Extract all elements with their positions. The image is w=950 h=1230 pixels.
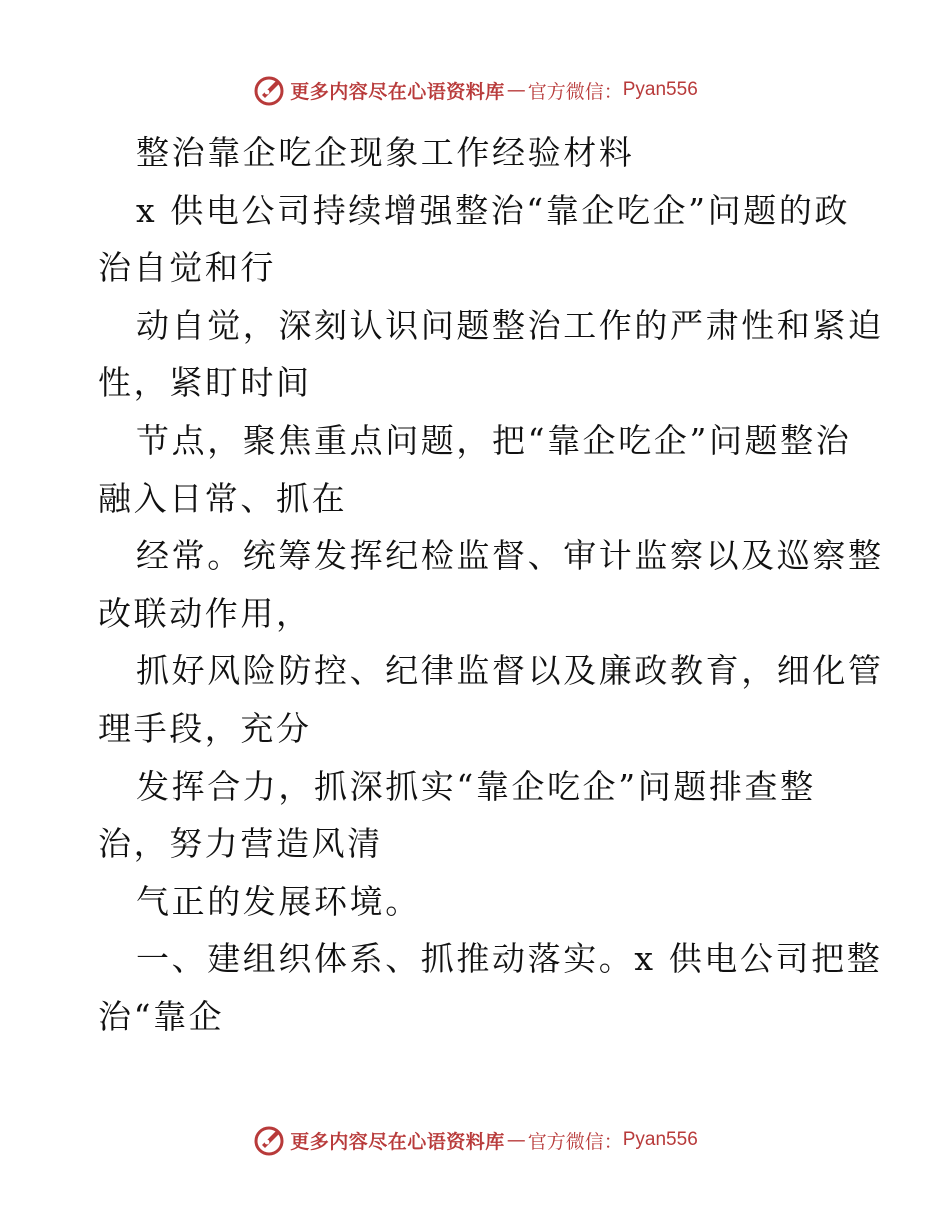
quill-seal-icon (252, 73, 286, 107)
paragraph-line: 治“靠企 (98, 996, 225, 1036)
header-banner (0, 70, 950, 110)
paragraph-line: 改联动作用， (98, 593, 312, 633)
paragraph-line: 节点，聚焦重点问题，把“靠企吃企”问题整治 (136, 420, 852, 460)
paragraph-line: 治，努力营造风清 (98, 824, 383, 864)
document-body (98, 124, 884, 1046)
paragraph-line: 理手段，充分 (98, 708, 312, 748)
paragraph-line: 抓好风险防控、纪律监督以及廉政教育，细化管 (136, 651, 884, 691)
quill-seal-icon (252, 1123, 286, 1157)
paragraph-line: 融入日常、抓在 (98, 478, 348, 518)
section-heading-line: 一、建组织体系、抓推动落实。x 供电公司把整 (136, 939, 883, 979)
footer-brand: 更多内容尽在心语资料库 (290, 1130, 505, 1153)
header-official-label: 官方微信： (527, 80, 623, 103)
paragraph-line: 性，紧盯时间 (98, 363, 312, 403)
header-separator: — (506, 79, 526, 101)
paragraph-line: 气正的发展环境。 (136, 881, 421, 921)
paragraph-line: 发挥合力，抓深抓实“靠企吃企”问题排查整 (136, 766, 816, 806)
paragraph-line: x 供电公司持续增强整治“靠企吃企”问题的政 (136, 190, 851, 230)
footer-official-label: 官方微信： (527, 1130, 623, 1153)
footer-handle: Pyan556 (622, 1129, 698, 1150)
footer-separator: — (506, 1129, 526, 1151)
paragraph-line: 治自觉和行 (98, 248, 276, 288)
header-brand: 更多内容尽在心语资料库 (290, 80, 505, 103)
document-title: 整治靠企吃企现象工作经验材料 (136, 133, 635, 172)
header-handle: Pyan556 (622, 79, 698, 100)
paragraph-line: 动自觉，深刻认识问题整治工作的严肃性和紧迫 (136, 305, 884, 345)
footer-banner (0, 1120, 950, 1160)
paragraph-line: 经常。统筹发挥纪检监督、审计监察以及巡察整 (136, 536, 884, 576)
